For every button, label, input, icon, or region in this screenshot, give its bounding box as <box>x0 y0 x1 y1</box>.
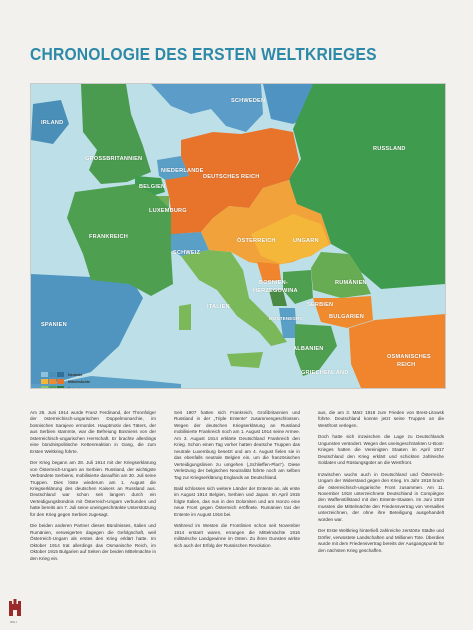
label-frankreich: FRANKREICH <box>89 234 128 240</box>
region-sicily <box>227 352 263 368</box>
region-russia <box>289 84 445 289</box>
paragraph: Seit 1907 hatten sich Frankreich, Großbritannien und Russland in der „Triple Entente“ zusammengeschlossen. Wegen der deutschen Kriegserklärung an Russland mobilisierte Frankreich noch am 1. August 1914 seine Armee. Am 3. August 1914 erklärte Deutschland Frankreich den Krieg. Schon einen Tag vorher hatten deutsche Truppen das neutrale Luxemburg besetzt und am 4. August fielen sie in das ebenfalls neutrale Belgien ein, um die französischen Verteidigungslinien zu umgehen („Schlieffen-Plan“). Diese Verletzung der belgischen Neutralität führte noch am selben Tag zur Kriegserklärung Englands an Deutschland. <box>174 410 300 480</box>
label-osmanisches: OSMANISCHES <box>387 354 431 360</box>
legend-label: Neutrale <box>68 372 83 377</box>
paragraph: Am 28. Juni 1914 wurde Franz Ferdinand, der Thronfolger der österreichisch-ungarischen Doppelmonarchie, im bosnischen Sarajevo ermordet. Hauptmotiv des Täters, der aus Serbien stammte, war die Befreiung Bosniens von der österreichisch-ungarischen Herrschaft. Er brachte allerdings eine bündnispolitische Kettenreaktion in Gang, die zum Ersten Weltkrieg führte. <box>30 410 156 454</box>
europe-map <box>30 83 446 389</box>
label-belgien: BELGIEN <box>139 184 166 190</box>
paragraph: Der Erste Weltkrieg hinterließ zahlreiche zerstörte Städte und Dörfer, verwüstete Landschaften und Millionen Tote. Überdies wurde mit dem Friedensvertrag bereits der Ausgangspunkt für den nächsten Krieg geschaffen. <box>318 528 444 553</box>
paragraph: aus, die am 3. März 1918 zum Frieden von Brest-Litowsk führte. Deutschland konnte jetzt seine Truppen an die Westfront verlegen. <box>318 410 444 428</box>
region-albania <box>279 308 297 338</box>
region-ottoman-empire <box>349 314 445 388</box>
region-serbia <box>283 270 313 304</box>
text-column-1 <box>30 410 156 610</box>
paragraph: Während im Westen die Frontlinien schon seit November 1914 erstarrt waren, errangen die Mittelmächte 1916 militärische Landgewinne im Osten. Zu ihren Gunsten wirkte sich auch der Erfolg der Russischen Revolution <box>174 523 300 548</box>
legend-swatch <box>49 386 56 389</box>
region-great-britain <box>81 84 151 184</box>
paragraph: Der Krieg begann am 28. Juli 1914 mit der Kriegserklärung von Österreich-Ungarn an Serbien. Russland, der wichtigste Verbündete Serbiens, mobilisierte daraufhin am 30. Juli seine Truppen. Dies löste wiederum am 1. August die Kriegserklärung des deutschen Kaisers an Russland aus. Deutschland war schon seit langem durch ein Verteidigungsbündnis mit Österreich-Ungarn verbunden und hatte bereits am 7. Juli seine uneingeschränkte Unterstützung für den Krieg gegen Serbien zugesagt. <box>30 460 156 517</box>
paragraph: Doch hatte sich inzwischen die Lage zu Deutschlands Ungunsten verändert. Wegen des uneingeschränkten U-Boot-Krieges hatten die Vereinigten Staaten im April 1917 Deutschland den Krieg erklärt und schickten zahlreiche Soldaten und Rüstungsgüter an die Westfront. <box>318 434 444 466</box>
label-grossbritannien: GROSSBRITANNIEN <box>85 156 143 162</box>
label-schweiz: SCHWEIZ <box>173 250 201 256</box>
label-ungarn: UNGARN <box>293 238 319 244</box>
label-russland: RUSSLAND <box>373 146 406 152</box>
text-column-3 <box>318 410 444 610</box>
label-italien: ITALIEN <box>207 304 230 310</box>
text-columns <box>30 410 444 610</box>
label-irland: IRLAND <box>41 120 64 126</box>
legend-row-central <box>41 378 90 385</box>
legend-swatch <box>49 379 56 384</box>
legend-row-entente <box>41 385 90 389</box>
label-oesterreich: ÖSTERREICH <box>237 238 276 244</box>
label-serbien: SERBIEN <box>307 302 334 308</box>
legend-swatch <box>57 372 64 377</box>
region-bulgaria <box>313 296 373 328</box>
legend-swatch <box>41 372 48 377</box>
region-sardinia <box>179 304 191 330</box>
map-legend <box>41 371 90 389</box>
paragraph: Inzwischen wuchs auch in Deutschland und Österreich-Ungarn der Widerstand gegen den Krieg. Im Jahr 1918 brach die österreichisch-ungarische Front zusammen. Am 11. November 1918 unterzeichnete Deutschland in Compiègne den Waffenstillstand mit den Entente-Staaten. Im Juni 1919 mussten die Mittelmächte den Friedensvertrag von Versailles unterzeichnen, der ohne ihre Beteiligung ausgehandelt worden war. <box>318 471 444 522</box>
region-bosnia <box>257 262 281 282</box>
legend-label: Entente <box>68 386 82 389</box>
castle-logo-icon <box>8 598 22 618</box>
label-niederlande: NIEDERLANDE <box>161 168 204 174</box>
paragraph: Bald schlossen sich weitere Länder der Entente an, als erste im August 1914 Belgien, Serbien und Japan. Im April 1915 folgte Italien, das nun in den Dolomiten und am Isonzo eine neue Front gegen Österreich eröffnete. Rumänien trat der Entente im August 1916 bei. <box>174 485 300 517</box>
legend-swatch <box>41 386 48 389</box>
label-albanien: ALBANIEN <box>293 346 324 352</box>
legend-swatch <box>49 372 56 377</box>
label-rumaenien: RUMÄNIEN <box>335 280 367 286</box>
label-schweden: SCHWEDEN <box>231 98 266 104</box>
page-title: CHRONOLOGIE DES ERSTEN WELTKRIEGES <box>30 44 377 64</box>
legend-row-neutral <box>41 371 90 378</box>
label-reich: REICH <box>397 362 416 368</box>
label-griechenland: GRIECHENLAND <box>301 370 349 376</box>
label-herzegowina: HERZEGOWINA <box>253 288 298 294</box>
paragraph: Die beiden anderen Partner dieses Bündnisses, Italien und Rumänien, verweigerten dagegen die Gefolgschaft, weil Österreich-Ungarn als erstes den Krieg erklärt hatte. Im Oktober 1914 trat allerdings das Osmanische Reich, im Oktober 1915 Bulgarien auf Seiten der beiden Mittelmächte in den Krieg ein. <box>30 523 156 561</box>
label-deutsches-reich: DEUTSCHES REICH <box>203 174 260 180</box>
label-spanien: SPANIEN <box>41 322 67 328</box>
legend-swatch <box>57 386 64 389</box>
label-montenegro: MONTENEGRO <box>269 316 303 321</box>
label-bosnien: BOSNIEN- <box>259 280 288 286</box>
text-column-2 <box>174 410 300 610</box>
label-bulgarien: BULGARIEN <box>329 314 365 320</box>
region-norway-sweden <box>151 84 266 132</box>
region-spain <box>31 274 143 384</box>
legend-label: Mittelmächte <box>68 379 90 384</box>
label-luxemburg: LUXEMBURG <box>149 208 187 214</box>
legend-swatch <box>41 379 48 384</box>
legend-swatch <box>57 379 64 384</box>
footer-code: WG.I <box>10 620 17 624</box>
